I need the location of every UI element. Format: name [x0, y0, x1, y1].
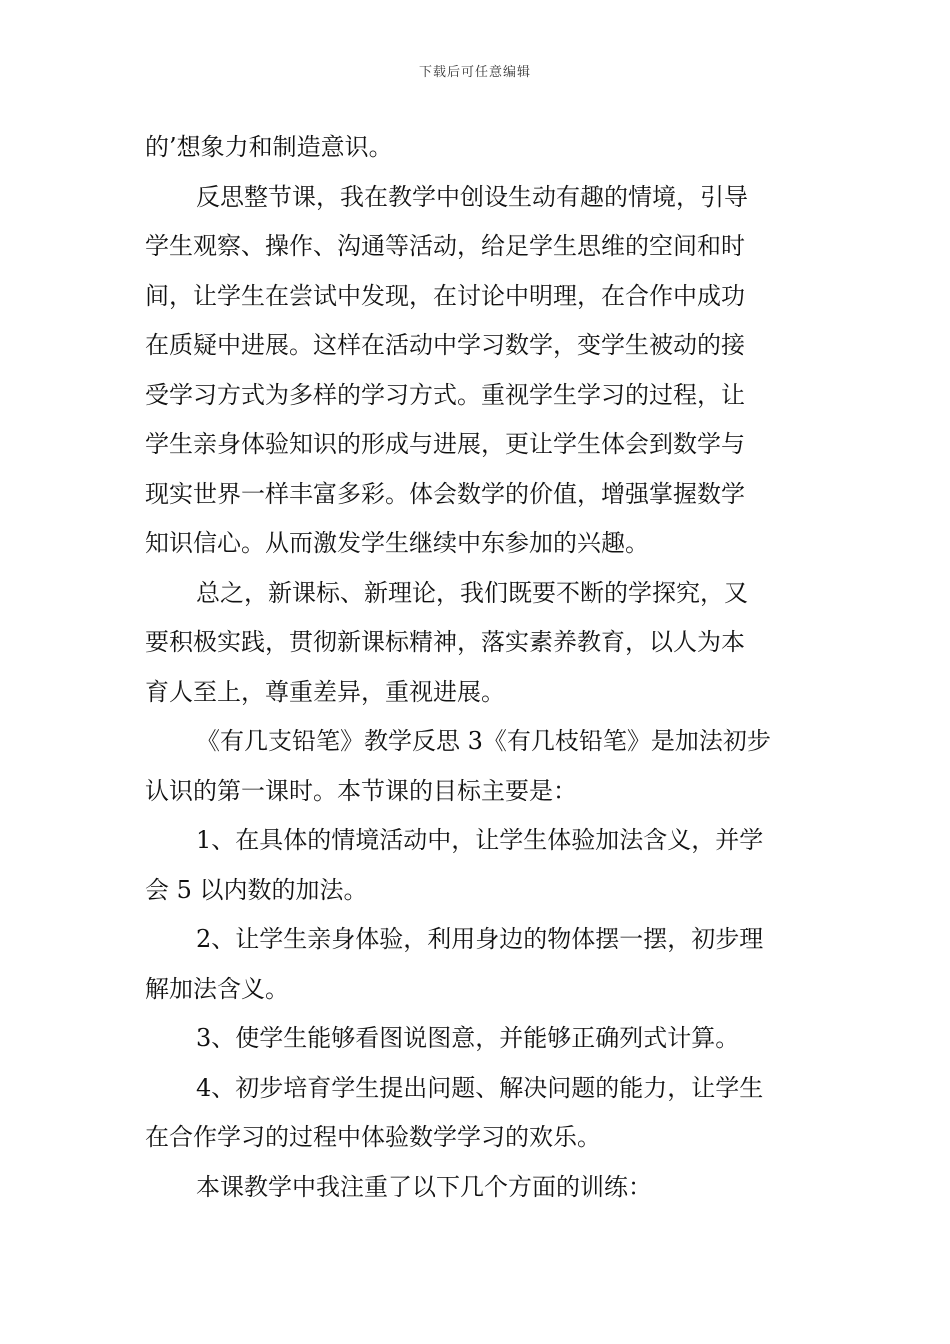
paragraph-start-line: 本课教学中我注重了以下几个方面的训练： — [196, 1172, 652, 1201]
document-body — [145, 123, 810, 1212]
text-line: 在质疑中进展。这样在活动中学习数学，变学生被动的接 — [145, 331, 745, 359]
text-line: 要积极实践，贯彻新课标精神，落实素养教育，以人为本 — [145, 628, 745, 656]
paragraph-start-line: 《有几支铅笔》教学反思 3《有几枝铅笔》是加法初步 — [196, 727, 771, 755]
paragraph-start-line: 反思整节课，我在教学中创设生动有趣的情境，引导 — [196, 182, 748, 211]
text-line: 的’想象力和制造意识。 — [145, 133, 393, 161]
text-line: 间，让学生在尝试中发现，在讨论中明理，在合作中成功 — [145, 281, 745, 310]
text-line: 知识信心。从而激发学生继续中东参加的兴趣。 — [145, 529, 649, 557]
text-line: 在合作学习的过程中体验数学学习的欢乐。 — [145, 1123, 601, 1151]
list-item-1-line: 1、在具体的情境活动中，让学生体验加法含义，并学 — [196, 826, 764, 854]
text-line: 认识的第一课时。本节课的目标主要是： — [145, 776, 577, 805]
page-header: 下载后可任意编辑 — [418, 65, 531, 80]
paragraph-start-line: 总之，新课标、新理论，我们既要不断的学探究，又 — [196, 578, 748, 607]
list-item-2-line: 2、让学生亲身体验，利用身边的物体摆一摆，初步理 — [196, 925, 764, 953]
text-line: 受学习方式为多样的学习方式。重视学生学习的过程，让 — [145, 380, 745, 409]
list-item-4-line: 4、初步培育学生提出问题、解决问题的能力，让学生 — [196, 1073, 764, 1102]
text-line: 育人至上，尊重差异，重视进展。 — [145, 677, 505, 706]
list-item-3-line: 3、使学生能够看图说图意，并能够正确列式计算。 — [196, 1024, 740, 1052]
text-line: 学生观察、操作、沟通等活动，给足学生思维的空间和时 — [145, 232, 745, 260]
text-line: 解加法含义。 — [145, 974, 289, 1003]
text-line: 现实世界一样丰富多彩。体会数学的价值，增强掌握数学 — [145, 479, 745, 508]
text-line: 学生亲身体验知识的形成与进展，更让学生体会到数学与 — [145, 430, 745, 458]
text-line: 会 5 以内数的加法。 — [145, 875, 368, 904]
